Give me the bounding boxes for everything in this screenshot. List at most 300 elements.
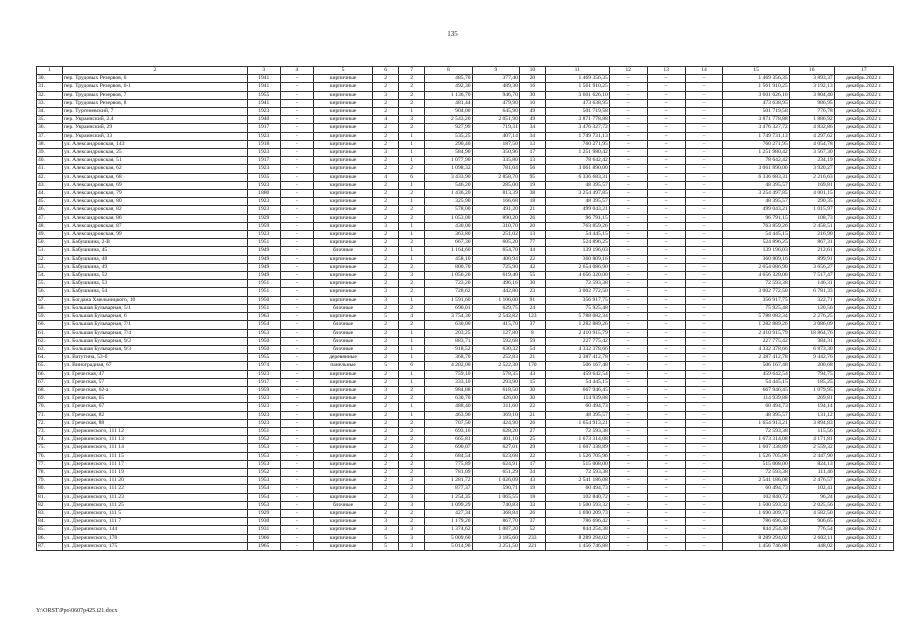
table-row: [37, 501, 894, 509]
table-cell: -: [280, 214, 313, 222]
table-cell: декабрь 2022 г.: [834, 165, 893, 173]
table-cell: –: [609, 132, 647, 140]
table-cell: 2: [399, 468, 425, 476]
table-row: [37, 452, 894, 460]
table-cell: 1963: [247, 313, 280, 321]
table-cell: –: [609, 542, 647, 550]
table-cell: –: [647, 214, 685, 222]
table-cell: –: [685, 280, 723, 288]
table-cell: 43.: [37, 181, 63, 189]
table-cell: пер. Трудовых Резервов, 6-1: [63, 83, 248, 91]
table-cell: 2: [399, 124, 425, 132]
table-cell: 44.: [37, 190, 63, 198]
table-cell: 590,71: [472, 485, 519, 493]
table-cell: 2: [373, 501, 399, 509]
table-cell: 1: [399, 370, 425, 378]
table-cell: 2: [373, 354, 399, 362]
table-cell: 2: [373, 214, 399, 222]
table-cell: ул. Большая Бульварная, 9/3: [63, 345, 248, 353]
table-cell: 1954: [247, 493, 280, 501]
table-cell: 813,39: [472, 190, 519, 198]
table-cell: 605,20: [472, 239, 519, 247]
table-cell: 3: [373, 518, 399, 526]
table-cell: –: [609, 468, 647, 476]
table-cell: 524 896,25: [545, 239, 609, 247]
table-cell: 39.: [37, 149, 63, 157]
table-cell: 377,40: [472, 75, 519, 83]
table-cell: 45.: [37, 198, 63, 206]
column-header: 5: [313, 67, 372, 75]
table-cell: –: [609, 198, 647, 206]
table-cell: –: [685, 460, 723, 468]
table-row: [37, 165, 894, 173]
table-cell: 96 791,15: [545, 214, 609, 222]
table-cell: кирпичные: [313, 263, 372, 271]
table-cell: -: [280, 280, 313, 288]
table-cell: 166,68: [472, 198, 519, 206]
table-cell: 3: [399, 534, 425, 542]
table-cell: –: [609, 247, 647, 255]
table-cell: 946,70: [472, 91, 519, 99]
table-row: [37, 280, 894, 288]
table-row: [37, 485, 894, 493]
table-cell: –: [609, 190, 647, 198]
table-cell: –: [609, 509, 647, 517]
page-number: 135: [447, 30, 458, 38]
table-cell: декабрь 2022 г.: [834, 132, 893, 140]
table-cell: ул. Большая Бульварная, 6: [63, 313, 248, 321]
table-cell: –: [647, 444, 685, 452]
table-cell: 5 009,60: [425, 534, 472, 542]
table-cell: 3 061 890,00: [545, 165, 609, 173]
table-cell: 29: [519, 444, 545, 452]
table-cell: декабрь 2022 г.: [834, 477, 893, 485]
table-row: [37, 198, 894, 206]
table-cell: 1 099,29: [425, 501, 472, 509]
table-cell: кирпичные: [313, 485, 372, 493]
table-cell: 1 251 980,42: [545, 149, 609, 157]
table-cell: 1923: [247, 165, 280, 173]
table-cell: 535,25: [425, 132, 472, 140]
table-cell: кирпичные: [313, 124, 372, 132]
table-cell: 473 638,95: [545, 99, 609, 107]
table-cell: -: [280, 526, 313, 534]
table-cell: 984,88: [425, 386, 472, 394]
table-cell: 1923: [247, 206, 280, 214]
column-header: 10: [519, 67, 545, 75]
table-cell: 4 656 320,00: [723, 272, 789, 280]
table-cell: 185,25: [789, 378, 834, 386]
table-cell: 72 593,38: [545, 468, 609, 476]
table-cell: 1923: [247, 198, 280, 206]
table-cell: –: [685, 116, 723, 124]
table-cell: 20: [519, 75, 545, 83]
table-row: [37, 288, 894, 296]
table-row: [37, 370, 894, 378]
table-row: [37, 190, 894, 198]
table-cell: –: [647, 83, 685, 91]
table-cell: –: [647, 140, 685, 148]
table-cell: 37: [519, 321, 545, 329]
table-cell: –: [685, 99, 723, 107]
table-cell: 285,00: [472, 181, 519, 189]
table-row: [37, 304, 894, 312]
table-cell: декабрь 2022 г.: [834, 157, 893, 165]
table-cell: 84.: [37, 518, 63, 526]
table-cell: 269,81: [789, 395, 834, 403]
table-cell: 479,90: [472, 99, 519, 107]
table-cell: –: [647, 91, 685, 99]
table-cell: 719,31: [472, 124, 519, 132]
table-cell: блочные: [313, 304, 372, 312]
table-cell: 2: [373, 419, 399, 427]
table-cell: 890,20: [472, 214, 519, 222]
table-row: [37, 263, 894, 271]
table-cell: 102 840,72: [723, 493, 789, 501]
table-cell: кирпичные: [313, 436, 372, 444]
column-header: 14: [685, 67, 723, 75]
column-header: 3: [247, 67, 280, 75]
table-cell: –: [647, 386, 685, 394]
table-cell: 30.: [37, 75, 63, 83]
table-cell: декабрь 2022 г.: [834, 427, 893, 435]
table-cell: 31.: [37, 83, 63, 91]
table-cell: кирпичные: [313, 181, 372, 189]
table-cell: –: [685, 214, 723, 222]
table-cell: 4 332 378,66: [545, 345, 609, 353]
table-cell: 1949: [247, 247, 280, 255]
table-cell: кирпичные: [313, 444, 372, 452]
table-cell: ул. Александровская, 62: [63, 165, 248, 173]
table-cell: 1 561 910,25: [723, 83, 789, 91]
table-cell: 1880: [247, 190, 280, 198]
table-cell: –: [647, 99, 685, 107]
table-cell: декабрь 2022 г.: [834, 370, 893, 378]
table-cell: декабрь 2022 г.: [834, 296, 893, 304]
table-cell: 1 056,20: [425, 272, 472, 280]
table-cell: кирпичные: [313, 214, 372, 222]
table-cell: 1929: [247, 214, 280, 222]
table-cell: 2: [399, 436, 425, 444]
table-cell: 489,30: [472, 83, 519, 91]
table-cell: 1949: [247, 263, 280, 271]
table-cell: 883,71: [425, 337, 472, 345]
table-cell: 1: [399, 354, 425, 362]
table-cell: 1 469 356,35: [545, 75, 609, 83]
table-cell: ул. Большая Бульварная, 5/1: [63, 304, 248, 312]
table-cell: –: [609, 403, 647, 411]
table-cell: 760 271,95: [545, 140, 609, 148]
table-cell: пер. Украинский, 29: [63, 124, 248, 132]
table-cell: 707,50: [425, 419, 472, 427]
table-cell: 667 946,45: [545, 386, 609, 394]
table-cell: 1 079,95: [789, 386, 834, 394]
table-cell: 1953: [247, 452, 280, 460]
table-cell: 1: [399, 132, 425, 140]
table-cell: -: [280, 116, 313, 124]
table-cell: 1959: [247, 386, 280, 394]
table-cell: 794,75: [789, 370, 834, 378]
table-cell: –: [685, 165, 723, 173]
table-cell: 624,91: [472, 460, 519, 468]
table-cell: ул. Греческая, 67: [63, 403, 248, 411]
table-cell: –: [609, 157, 647, 165]
table-cell: 2: [373, 83, 399, 91]
table-cell: 3 254 497,85: [545, 190, 609, 198]
table-cell: –: [647, 239, 685, 247]
table-cell: 3 871 778,88: [723, 116, 789, 124]
table-cell: 2 654 086,90: [723, 263, 789, 271]
table-cell: ул. Дзержинского, 111 7: [63, 518, 248, 526]
table-cell: декабрь 2022 г.: [834, 485, 893, 493]
table-cell: –: [647, 378, 685, 386]
table-cell: -: [280, 395, 313, 403]
table-cell: кирпичные: [313, 206, 372, 214]
table-cell: 1: [399, 198, 425, 206]
table-cell: ул. Александровская, 86: [63, 214, 248, 222]
table-cell: 407,14: [472, 132, 519, 140]
table-cell: 775,89: [425, 460, 472, 468]
table-cell: 52: [519, 526, 545, 534]
table-cell: 27: [519, 427, 545, 435]
table-cell: 60 494,73: [545, 485, 609, 493]
table-row: [37, 173, 894, 181]
table-cell: 1950: [247, 296, 280, 304]
table-cell: декабрь 2022 г.: [834, 534, 893, 542]
table-cell: –: [647, 395, 685, 403]
table-cell: -: [280, 444, 313, 452]
table-cell: 1 254,35: [425, 493, 472, 501]
table-cell: декабрь 2022 г.: [834, 239, 893, 247]
table-cell: 3 086,09: [789, 321, 834, 329]
table-cell: 488,40: [425, 403, 472, 411]
table-cell: 1 374,62: [425, 526, 472, 534]
table-cell: 1 749 731,13: [545, 132, 609, 140]
table-cell: ул. Дзержинского, 111 20: [63, 477, 248, 485]
table-cell: 2: [399, 99, 425, 107]
table-cell: 1 065,55: [472, 493, 519, 501]
table-cell: 49.: [37, 231, 63, 239]
table-cell: 127,80: [472, 329, 519, 337]
table-cell: декабрь 2022 г.: [834, 124, 893, 132]
table-cell: 2: [373, 124, 399, 132]
footer-file-path: Y:\ORST\Ppo\0607p425.t21.docx: [36, 608, 118, 614]
table-cell: ул. Большая Бульварная, 7/4: [63, 329, 248, 337]
table-cell: 212,61: [789, 247, 834, 255]
table-cell: 1951: [247, 280, 280, 288]
table-cell: 6 781,33: [789, 288, 834, 296]
table-cell: –: [609, 288, 647, 296]
table-cell: –: [685, 403, 723, 411]
table-row: [37, 493, 894, 501]
table-cell: 1950: [247, 345, 280, 353]
table-cell: кирпичные: [313, 427, 372, 435]
table-cell: 1917: [247, 157, 280, 165]
table-cell: декабрь 2022 г.: [834, 75, 893, 83]
table-cell: 2: [373, 239, 399, 247]
table-cell: –: [685, 345, 723, 353]
table-cell: 3: [373, 91, 399, 99]
table-cell: –: [609, 165, 647, 173]
table-cell: 48 395,57: [545, 411, 609, 419]
table-cell: 2: [399, 518, 425, 526]
table-cell: 290,35: [789, 198, 834, 206]
table-cell: блочные: [313, 345, 372, 353]
table-cell: 4: [373, 173, 399, 181]
table-cell: декабрь 2022 г.: [834, 313, 893, 321]
table-cell: 5 788 082,34: [545, 313, 609, 321]
table-cell: 2: [373, 181, 399, 189]
table-cell: кирпичные: [313, 116, 372, 124]
table-cell: 2: [373, 493, 399, 501]
table-cell: 56.: [37, 288, 63, 296]
table-cell: 2: [373, 304, 399, 312]
table-cell: –: [685, 288, 723, 296]
table-cell: 24: [519, 304, 545, 312]
table-cell: 2: [373, 403, 399, 411]
table-cell: декабрь 2022 г.: [834, 288, 893, 296]
table-cell: 690,01: [425, 304, 472, 312]
table-cell: -: [280, 83, 313, 91]
column-header: 12: [609, 67, 647, 75]
table-cell: –: [647, 518, 685, 526]
table-cell: 49: [519, 108, 545, 116]
table-cell: –: [647, 288, 685, 296]
column-header: 13: [647, 67, 685, 75]
table-cell: –: [685, 91, 723, 99]
table-cell: –: [685, 501, 723, 509]
table-cell: –: [685, 436, 723, 444]
table-cell: 426,00: [472, 395, 519, 403]
table-cell: -: [280, 263, 313, 271]
table-cell: декабрь 2022 г.: [834, 190, 893, 198]
table-cell: 120,56: [789, 304, 834, 312]
table-cell: –: [609, 83, 647, 91]
table-cell: 66.: [37, 370, 63, 378]
table-cell: 20: [519, 222, 545, 230]
table-cell: декабрь 2022 г.: [834, 83, 893, 91]
table-cell: 64.: [37, 354, 63, 362]
table-cell: 1 690 209,73: [723, 509, 789, 517]
table-cell: 1929: [247, 509, 280, 517]
table-cell: 146,31: [789, 280, 834, 288]
table-cell: ул. Бабушкина, 54: [63, 288, 248, 296]
table-cell: декабрь 2022 г.: [834, 403, 893, 411]
table-cell: -: [280, 411, 313, 419]
table-cell: 115,56: [789, 427, 834, 435]
table-cell: 1: [399, 157, 425, 165]
table-cell: декабрь 2022 г.: [834, 436, 893, 444]
table-cell: 1923: [247, 231, 280, 239]
table-cell: 75 925,48: [545, 304, 609, 312]
table-cell: ул. Греческая, 65: [63, 395, 248, 403]
table-cell: 506 167,48: [723, 362, 789, 370]
table-cell: 2: [399, 190, 425, 198]
table-cell: 2: [399, 165, 425, 173]
table-cell: 356 917,75: [545, 296, 609, 304]
table-cell: 1 673 314,08: [545, 436, 609, 444]
table-cell: 2 387 412,78: [723, 354, 789, 362]
table-cell: ул. Дзержинского, 111 25: [63, 501, 248, 509]
table-cell: 322,71: [789, 296, 834, 304]
table-cell: 73.: [37, 427, 63, 435]
table-cell: 22: [519, 255, 545, 263]
table-cell: 52.: [37, 255, 63, 263]
table-cell: –: [609, 231, 647, 239]
table-cell: 54 445,15: [545, 378, 609, 386]
table-cell: 325,90: [425, 198, 472, 206]
table-cell: –: [647, 296, 685, 304]
table-cell: ул. Александровская, 25: [63, 149, 248, 157]
table-cell: кирпичные: [313, 542, 372, 550]
table-cell: -: [280, 272, 313, 280]
table-cell: панельные: [313, 362, 372, 370]
table-row: [37, 222, 894, 230]
table-cell: 781,04: [472, 165, 519, 173]
table-cell: 85.: [37, 526, 63, 534]
table-cell: –: [647, 206, 685, 214]
table-cell: 3 433,90: [425, 173, 472, 181]
housing-table-container: [36, 66, 894, 551]
table-cell: 3 894,83: [789, 419, 834, 427]
table-cell: ул. Бабушкина, 2-В: [63, 239, 248, 247]
table-cell: 56: [519, 165, 545, 173]
table-cell: декабрь 2022 г.: [834, 231, 893, 239]
table-cell: 501 719,58: [723, 108, 789, 116]
table-cell: 55: [519, 272, 545, 280]
table-row: [37, 411, 894, 419]
table-cell: 654,70: [472, 247, 519, 255]
table-cell: кирпичные: [313, 239, 372, 247]
table-cell: 592,68: [472, 337, 519, 345]
table-row: [37, 140, 894, 148]
table-cell: 1 561 910,25: [545, 83, 609, 91]
table-cell: 844 254,38: [545, 526, 609, 534]
table-cell: 2: [373, 247, 399, 255]
table-cell: 629,75: [472, 304, 519, 312]
table-cell: 2: [399, 509, 425, 517]
table-cell: –: [685, 198, 723, 206]
table-cell: –: [685, 452, 723, 460]
table-cell: 442,80: [472, 288, 519, 296]
table-cell: –: [647, 493, 685, 501]
table-cell: 1923: [247, 411, 280, 419]
table-cell: 2: [399, 280, 425, 288]
table-cell: 1959: [247, 222, 280, 230]
table-cell: 2: [373, 444, 399, 452]
table-cell: 459 642,54: [723, 370, 789, 378]
table-cell: 1 607 338,89: [723, 444, 789, 452]
table-cell: 4 656 320,00: [545, 272, 609, 280]
table-row: [37, 124, 894, 132]
table-row: [37, 337, 894, 345]
table-cell: 491,20: [472, 206, 519, 214]
table-cell: –: [647, 231, 685, 239]
table-cell: 81.: [37, 493, 63, 501]
table-row: [37, 427, 894, 435]
table-cell: 1 282 889,26: [545, 321, 609, 329]
housing-table: [36, 66, 894, 551]
table-cell: –: [609, 485, 647, 493]
table-cell: –: [647, 452, 685, 460]
table-cell: 1953: [247, 460, 280, 468]
table-cell: 1923: [247, 181, 280, 189]
table-cell: 515 008,00: [545, 460, 609, 468]
table-cell: 86.: [37, 534, 63, 542]
table-cell: 2: [373, 263, 399, 271]
table-cell: пер. Трудовых Резервов, 7: [63, 91, 248, 99]
table-cell: 1949: [247, 272, 280, 280]
